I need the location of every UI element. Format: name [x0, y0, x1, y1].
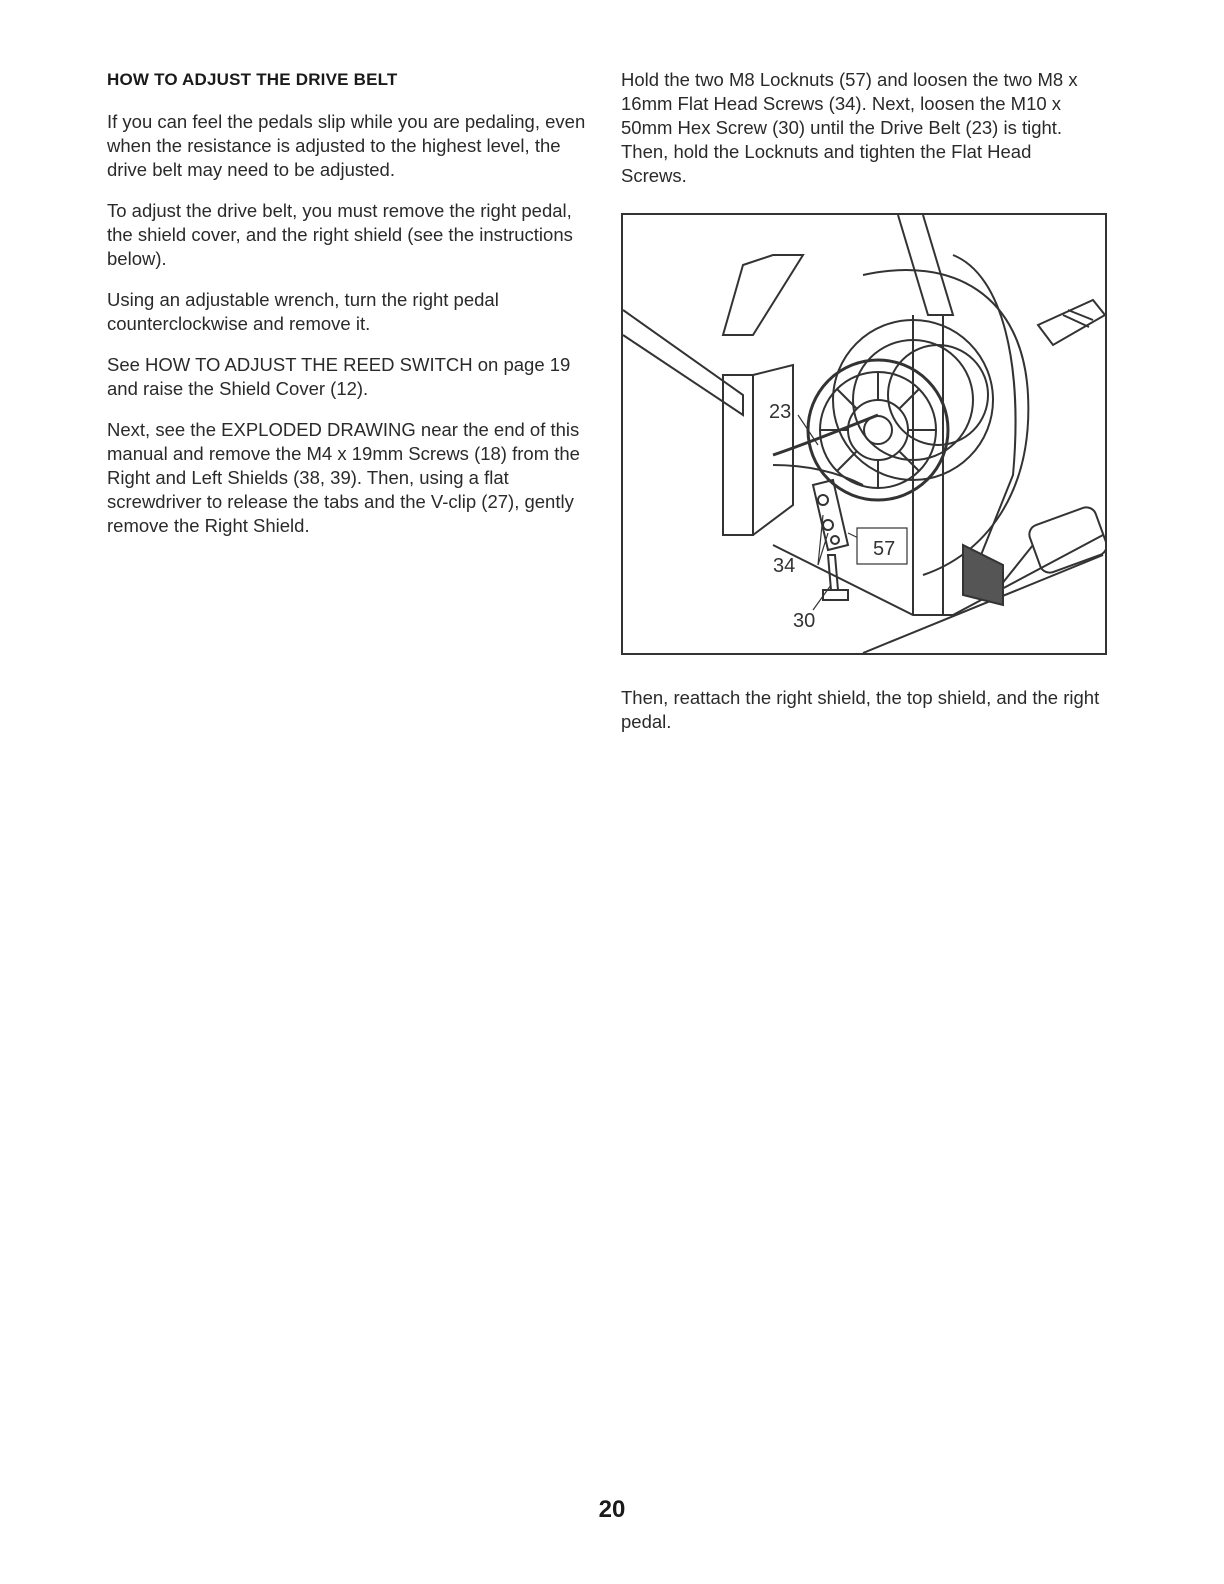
page-number: 20 — [598, 1496, 626, 1523]
shield-tab — [963, 545, 1003, 605]
paragraph-reed-switch: See HOW TO ADJUST THE REED SWITCH on page 19 and raise the Shield Cover (12). — [107, 354, 571, 399]
paragraph-reattach: Then, reattach the right shield, the top shield, and the right pedal. — [621, 687, 1100, 732]
left-column — [107, 68, 587, 555]
left-upright — [723, 375, 753, 535]
right-column — [621, 68, 1101, 205]
paragraph-remove-shield: Next, see the EXPLODED DRAWING near the end of this manual and remove the M4 x 19mm Screws (18) from the Right and Left Shields (38, 39). Then, using a flat screwdriver to release the tabs and the V-clip (27), gently remove the Right Shield. — [107, 419, 580, 536]
label-flat-screw: 34 — [773, 555, 796, 577]
drive-belt-illustration — [621, 213, 1107, 655]
paragraph-remove-pedal: Using an adjustable wrench, turn the right pedal counterclockwise and remove it. — [107, 289, 499, 334]
shield-bracket — [723, 255, 803, 335]
label-locknut: 57 — [873, 538, 896, 560]
right-shield — [953, 255, 1033, 595]
bike-mechanism-drawing — [623, 215, 1105, 653]
paragraph-adjust-screws: Hold the two M8 Locknuts (57) and loosen the two M8 x 16mm Flat Head Screws (34). Next, loosen the M10 x 50mm Hex Screw (30) until the Drive Belt (23) is tight. Then, hold the Locknuts and tighten the Flat Head Screws. — [621, 69, 1078, 186]
callout-line-30 — [813, 585, 831, 610]
paragraph-slip: If you can feel the pedals slip while you are pedaling, even when the resistance is adjusted to the highest level, the drive belt may need to be adjusted. — [107, 111, 586, 180]
pedal — [1038, 300, 1105, 345]
label-hex-screw: 30 — [793, 610, 816, 632]
paragraph-remove-parts: To adjust the drive belt, you must remove the right pedal, the shield cover, and the right shield (see the instructions below). — [107, 200, 573, 269]
seat-post — [898, 215, 953, 315]
section-heading: HOW TO ADJUST THE DRIVE BELT — [107, 70, 398, 89]
label-belt: 23 — [769, 401, 792, 423]
